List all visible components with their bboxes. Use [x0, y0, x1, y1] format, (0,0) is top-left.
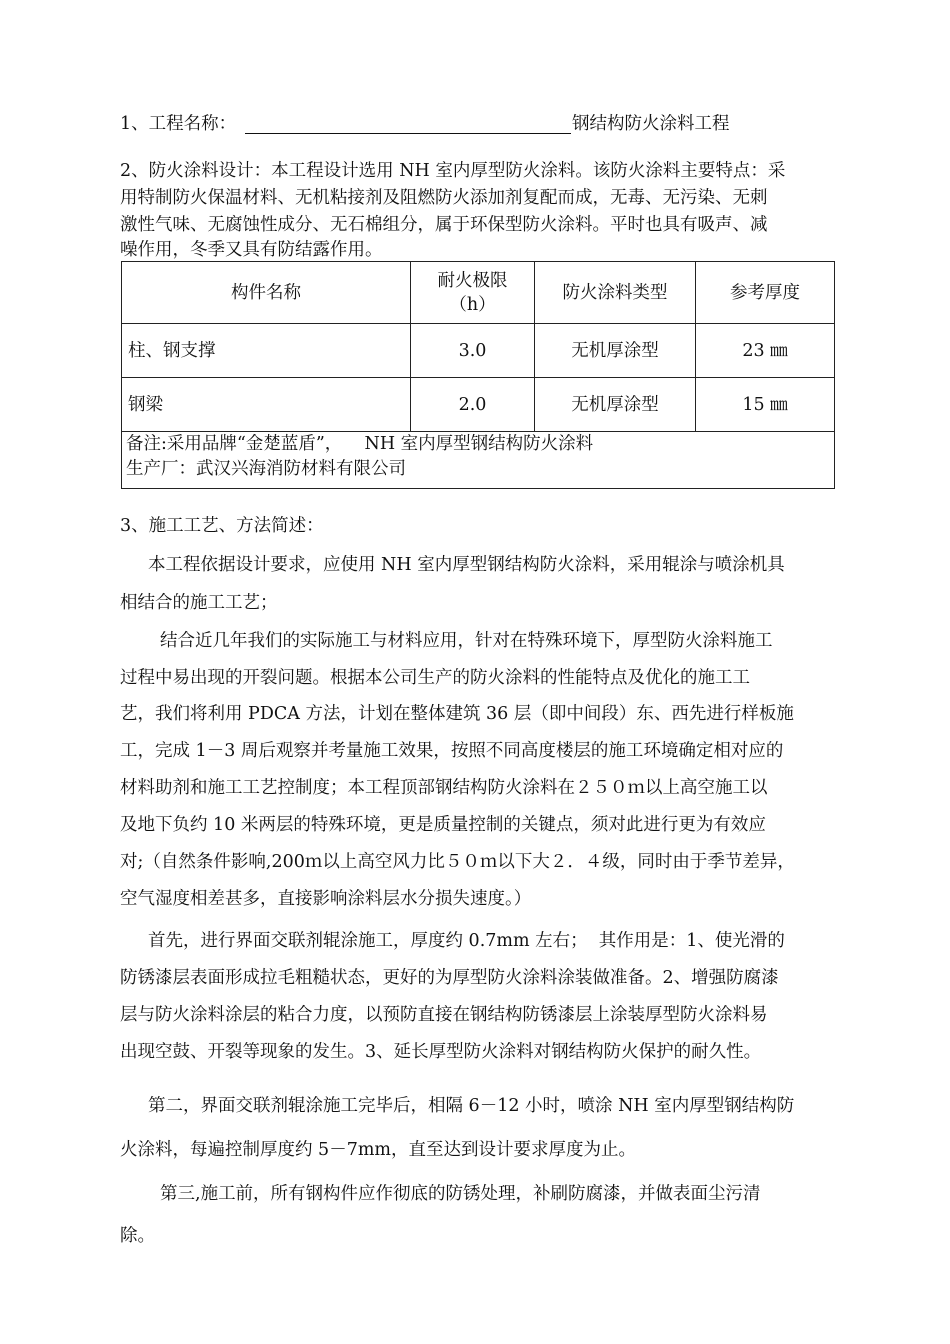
note-manufacturer: 生产厂：武汉兴海消防材料有限公司: [126, 459, 406, 479]
design-line-3: 激性气味、无腐蚀性成分、无石棉组分，属于环保型防火涂料。平时也具有吸声、减: [120, 215, 768, 235]
p4-line-2: 火涂料，每遍控制厚度约 5－7mm，直至达到设计要求厚度为止。: [120, 1140, 637, 1160]
cell-coating-type: 无机厚涂型: [535, 324, 696, 378]
table-row: [122, 378, 835, 432]
p2-line-5: 材料助剂和施工工艺控制度；本工程顶部钢结构防火涂料在２５０ｍ以上高空施工以: [120, 778, 768, 798]
cell-component: 钢梁: [122, 378, 411, 432]
fireproof-spec-table: [121, 261, 835, 489]
p3-line-4: 出现空鼓、开裂等现象的发生。3、延长厚型防火涂料对钢结构防火保护的耐久性。: [120, 1042, 762, 1062]
design-line-1: 2、防火涂料设计：本工程设计选用 NH 室内厚型防火涂料。该防火涂料主要特点：采: [120, 161, 786, 181]
project-name-blank-line: [245, 133, 571, 134]
header-fire-rating-unit: （h）: [449, 294, 496, 315]
cell-thickness: 23 ㎜: [696, 324, 835, 378]
p2-line-2: 过程中易出现的开裂问题。根据本公司生产的防火涂料的性能特点及优化的施工工: [120, 668, 750, 688]
p2-line-3: 艺，我们将利用 PDCA 方法，计划在整体建筑 36 层（即中间段）东、西先进行样板施: [120, 704, 794, 724]
p2-line-6: 及地下负约 10 米两层的特殊环境，更是质量控制的关键点，须对此进行更为有效应: [120, 815, 766, 835]
table-note-row: [122, 432, 835, 489]
cell-coating-type: 无机厚涂型: [535, 378, 696, 432]
project-name-suffix: 钢结构防火涂料工程: [572, 114, 730, 134]
p3-line-3: 层与防火涂料涂层的粘合力度，以预防直接在钢结构防锈漆层上涂装厚型防火涂料易: [120, 1005, 768, 1025]
p5-line-2: 除。: [120, 1226, 155, 1246]
header-fire-rating-label: 耐火极限: [437, 270, 508, 291]
p4-line-1: 第二，界面交联剂辊涂施工完毕后，相隔 6－12 小时，喷涂 NH 室内厚型钢结构防: [148, 1096, 795, 1116]
header-coating-type: 防火涂料类型: [535, 262, 696, 324]
p2-line-4: 工，完成 1－3 周后观察并考量施工效果，按照不同高度楼层的施工环境确定相对应的: [120, 741, 784, 761]
table-row: [122, 324, 835, 378]
p1-line-1: 本工程依据设计要求，应使用 NH 室内厚型钢结构防火涂料，采用辊涂与喷涂机具: [148, 555, 785, 575]
p3-line-1: 首先，进行界面交联剂辊涂施工，厚度约 0.7mm 左右； 其作用是：1、使光滑的: [148, 931, 785, 951]
header-fire-rating: [411, 262, 535, 324]
p5-line-1: 第三,施工前，所有钢构件应作彻底的防锈处理，补刷防腐漆，并做表面尘污清: [160, 1184, 761, 1204]
table-header-row: [122, 262, 835, 324]
project-name-label: 1、工程名称：: [120, 114, 237, 134]
p2-line-1: 结合近几年我们的实际施工与材料应用，针对在特殊环境下，厚型防火涂料施工: [160, 631, 773, 651]
p1-line-2: 相结合的施工工艺；: [120, 593, 278, 613]
section3-title: 3、施工工艺、方法简述：: [120, 516, 324, 536]
table-note: [122, 432, 835, 489]
cell-fire-rating: 2.0: [411, 378, 535, 432]
header-component-name: 构件名称: [122, 262, 411, 324]
note-brand: 备注:采用品牌“金楚蓝盾”， NH 室内厚型钢结构防火涂料: [126, 434, 594, 454]
header-thickness: 参考厚度: [696, 262, 835, 324]
cell-component: 柱、钢支撑: [122, 324, 411, 378]
p2-line-8: 空气湿度相差甚多，直接影响涂料层水分损失速度。）: [120, 889, 532, 909]
p2-line-7: 对;（自然条件影响,200ｍ以上高空风力比５０ｍ以下大２．４级，同时由于季节差异，: [120, 852, 795, 872]
design-line-2: 用特制防火保温材料、无机粘接剂及阻燃防火添加剂复配而成，无毒、无污染、无刺: [120, 188, 768, 208]
cell-fire-rating: 3.0: [411, 324, 535, 378]
design-line-4: 噪作用，冬季又具有防结露作用。: [120, 240, 383, 260]
p3-line-2: 防锈漆层表面形成拉毛粗糙状态，更好的为厚型防火涂料涂装做准备。2、增强防腐漆: [120, 968, 779, 988]
cell-thickness: 15 ㎜: [696, 378, 835, 432]
